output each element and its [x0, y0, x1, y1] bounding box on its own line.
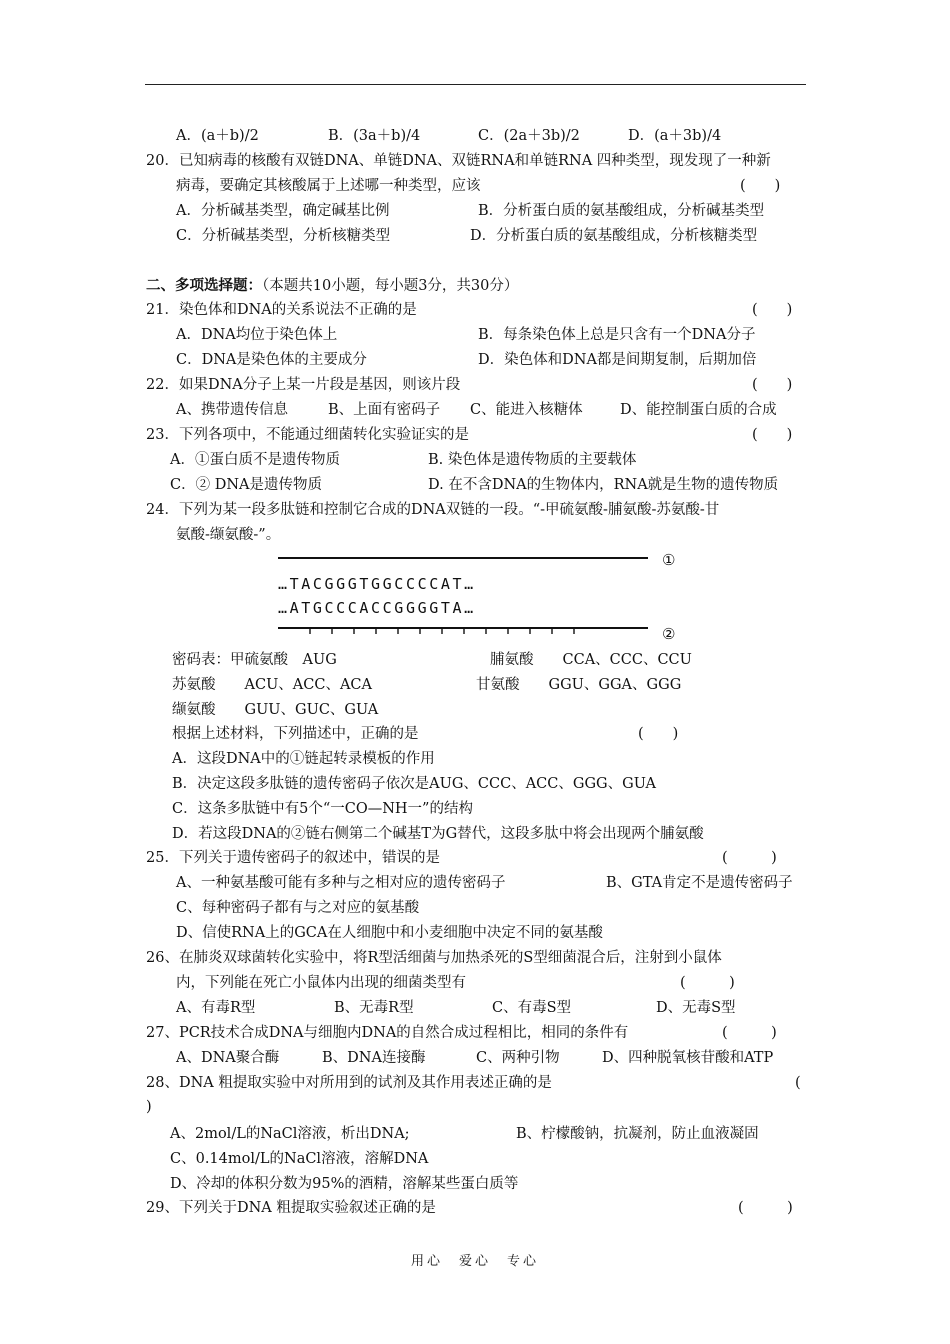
q24-option-d: D．若这段DNA的②链右侧第二个碱基T为G替代，这段多肽中将会出现两个脯氨酸	[172, 826, 704, 842]
q26-option-d: D、无毒S型	[656, 1000, 736, 1016]
q26-answer-paren: ( )	[680, 975, 735, 991]
dna-strand-1: …TACGGGTGGCCCCAT…	[278, 575, 476, 593]
q23-answer-paren: ( )	[752, 427, 793, 443]
q27-option-d: D、四种脱氧核苷酸和ATP	[602, 1050, 774, 1066]
q29-stem: 29、下列关于DNA 粗提取实验叙述正确的是	[146, 1200, 436, 1216]
q20-stem-line2: 病毒，要确定其核酸属于上述哪一种类型，应该	[176, 178, 481, 194]
q20-option-d: D．分析蛋白质的氨基酸组成，分析核糖类型	[470, 228, 758, 244]
q24-option-a: A．这段DNA中的①链起转录模板的作用	[172, 751, 435, 767]
q21-option-a: A．DNA均位于染色体上	[176, 327, 338, 343]
q24-answer-paren: ( )	[638, 726, 679, 742]
q24-question: 根据上述材料，下列描述中，正确的是	[172, 726, 419, 742]
codon-table-met: 密码表：甲硫氨酸 AUG	[172, 652, 337, 668]
q28-stem: 28、DNA 粗提取实验中对所用到的试剂及其作用表述正确的是	[146, 1075, 552, 1091]
q20-option-c: C．分析碱基类型，分析核糖类型	[176, 228, 391, 244]
q20-answer-paren: ( )	[740, 178, 781, 194]
q23-option-b: B. 染色体是遗传物质的主要载体	[428, 452, 637, 468]
q24-option-c: C．这条多肽链中有5个“一CO—NH一”的结构	[172, 801, 473, 817]
q20-stem-line1: 20．已知病毒的核酸有双链DNA、单链DNA、双链RNA和单链RNA 四种类型，现发现了一种新	[146, 153, 771, 169]
codon-table-val: 缬氨酸 GUU、GUC、GUA	[172, 702, 379, 718]
q24-stem-line1: 24．下列为某一段多肽链和控制它合成的DNA双链的一段。“-甲硫氨酸-脯氨酸-苏氨酸-甘	[146, 502, 720, 518]
dna-strand-lines	[270, 548, 690, 648]
q28-paren-close: )	[146, 1099, 152, 1115]
q22-option-a: A、携带遗传信息	[176, 402, 288, 418]
q19-option-d: D．(a＋3b)/4	[628, 128, 722, 144]
q22-option-d: D、能控制蛋白质的合成	[620, 402, 777, 418]
q20-option-a: A．分析碱基类型，确定碱基比例	[176, 203, 390, 219]
q23-option-c: C．② DNA是遗传物质	[170, 477, 322, 493]
q24-option-b: B．决定这段多肽链的遗传密码子依次是AUG、CCC、ACC、GGG、GUA	[172, 776, 656, 792]
q21-stem: 21．染色体和DNA的关系说法不正确的是	[146, 302, 417, 318]
dna-strand-2: …ATGCCCACCGGGGTA…	[278, 599, 476, 617]
q27-stem: 27、PCR技术合成DNA与细胞内DNA的自然合成过程相比，相同的条件有	[146, 1025, 629, 1041]
q25-option-b: B、GTA肯定不是遗传密码子	[606, 875, 793, 891]
q23-option-d: D. 在不含DNA的生物体内，RNA就是生物的遗传物质	[428, 477, 779, 493]
section2-title: 二、多项选择题：	[146, 278, 262, 294]
q25-answer-paren: ( )	[722, 850, 777, 866]
q27-answer-paren: ( )	[722, 1025, 777, 1041]
strand-2-marker: ②	[662, 625, 676, 643]
q28-option-b: B、柠檬酸钠，抗凝剂，防止血液凝固	[516, 1126, 759, 1142]
q27-option-a: A、DNA聚合酶	[176, 1050, 280, 1066]
page-footer: 用心 爱心 专心	[410, 1254, 539, 1269]
q28-option-c: C、0.14mol/L的NaCl溶液，溶解DNA	[170, 1151, 429, 1167]
header-rule	[145, 84, 806, 85]
q21-option-b: B．每条染色体上总是只含有一个DNA分子	[478, 327, 756, 343]
q26-option-c: C、有毒S型	[492, 1000, 572, 1016]
q23-stem: 23．下列各项中，不能通过细菌转化实验证实的是	[146, 427, 469, 443]
q28-option-d: D、冷却的体积分数为95%的酒精，溶解某些蛋白质等	[170, 1176, 519, 1192]
q21-answer-paren: ( )	[752, 302, 793, 318]
strand-1-marker: ①	[662, 551, 676, 569]
q21-option-c: C．DNA是染色体的主要成分	[176, 352, 367, 368]
q19-option-b: B．(3a＋b)/4	[328, 128, 421, 144]
q25-option-c: C、每种密码子都有与之对应的氨基酸	[176, 900, 420, 916]
q20-option-b: B．分析蛋白质的氨基酸组成，分析碱基类型	[478, 203, 765, 219]
q28-option-a: A、2mol/L的NaCl溶液，析出DNA;	[170, 1126, 410, 1142]
codon-table-pro: 脯氨酸 CCA、CCC、CCU	[490, 652, 692, 668]
codon-table-gly: 甘氨酸 GGU、GGA、GGG	[476, 677, 682, 693]
section2-heading	[146, 276, 518, 296]
q22-option-c: C、能进入核糖体	[470, 402, 583, 418]
dna-double-strand-figure	[270, 548, 690, 648]
q27-option-b: B、DNA连接酶	[322, 1050, 426, 1066]
q19-option-a: A．(a＋b)/2	[176, 128, 259, 144]
q25-option-a: A、一种氨基酸可能有多种与之相对应的遗传密码子	[176, 875, 506, 891]
q21-option-d: D．染色体和DNA都是间期复制，后期加倍	[478, 352, 757, 368]
q22-stem: 22．如果DNA分子上某一片段是基因，则该片段	[146, 377, 461, 393]
q25-option-d: D、信使RNA上的GCA在人细胞中和小麦细胞中决定不同的氨基酸	[176, 925, 603, 941]
q19-option-c: C．(2a＋3b)/2	[478, 128, 580, 144]
q24-stem-line2: 氨酸-缬氨酸-”。	[176, 527, 281, 543]
q29-answer-paren: ( )	[738, 1200, 793, 1216]
section2-note: （本题共10小题，每小题3分，共30分）	[262, 278, 519, 294]
q22-option-b: B、上面有密码子	[328, 402, 441, 418]
q26-option-a: A、有毒R型	[176, 1000, 256, 1016]
q26-stem-line1: 26、在肺炎双球菌转化实验中，将R型活细菌与加热杀死的S型细菌混合后，注射到小鼠体	[146, 950, 722, 966]
q22-answer-paren: ( )	[752, 377, 793, 393]
q27-option-c: C、两种引物	[476, 1050, 560, 1066]
q25-stem: 25．下列关于遗传密码子的叙述中，错误的是	[146, 850, 440, 866]
q23-option-a: A．①蛋白质不是遗传物质	[170, 452, 340, 468]
q28-paren-open: (	[795, 1075, 801, 1091]
codon-table-thr: 苏氨酸 ACU、ACC、ACA	[172, 677, 372, 693]
q26-option-b: B、无毒R型	[334, 1000, 414, 1016]
q26-stem-line2: 内，下列能在死亡小鼠体内出现的细菌类型有	[176, 975, 466, 991]
